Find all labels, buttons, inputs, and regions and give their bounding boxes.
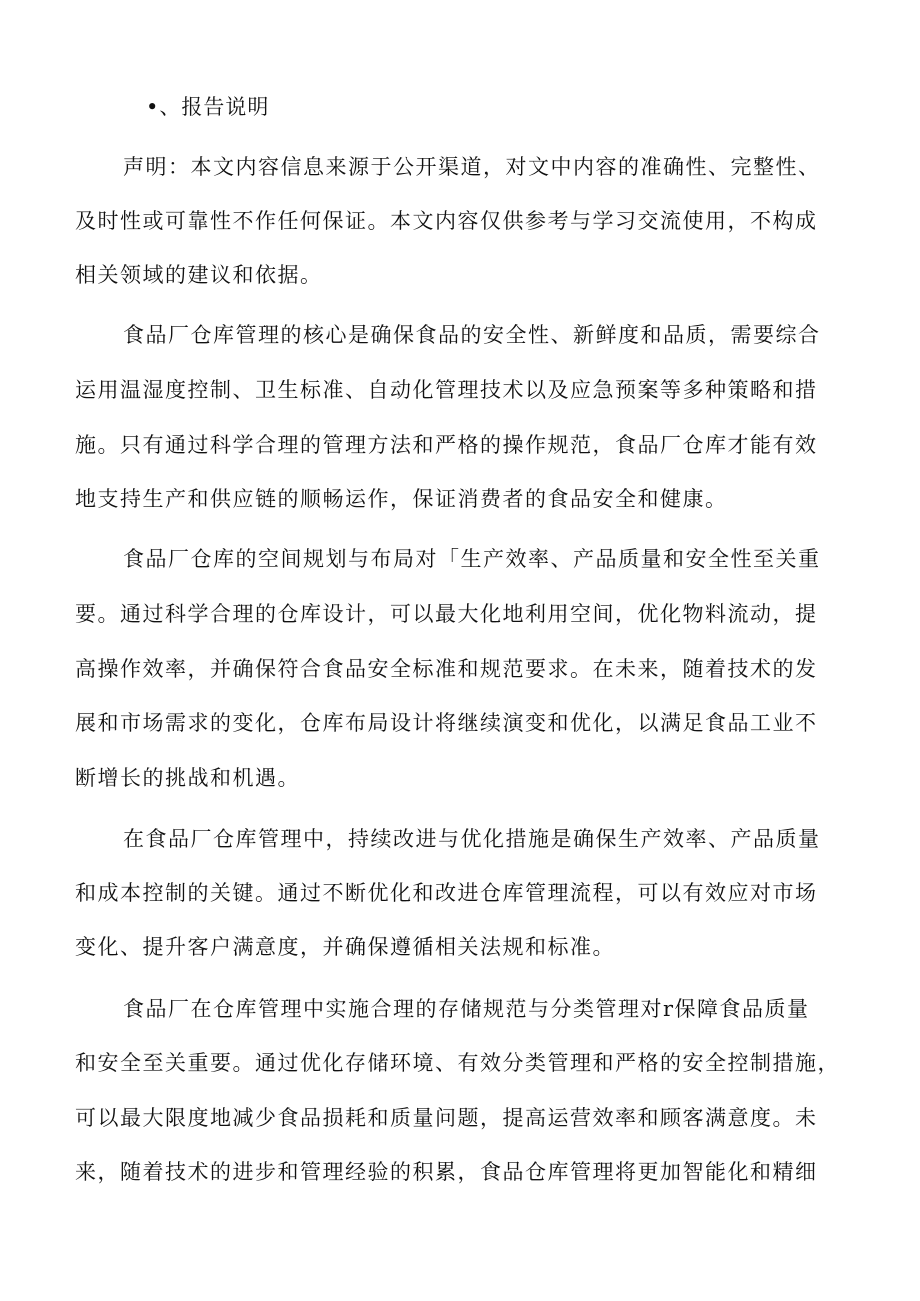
paragraph-line: 食品厂仓库管理的核心是确保食品的安全性、新鲜度和品质，需要综合 (123, 323, 821, 347)
paragraph-line: 和安全至关重要。通过优化存储环境、有效分类管理和严格的安全控制措施， (75, 1051, 840, 1075)
paragraph-line: 施。只有通过科学合理的管理方法和严格的操作规范，食品厂仓库才能有效 (75, 433, 818, 457)
section-heading: •、报告说明 (146, 95, 270, 119)
paragraph-line: 高操作效率，并确保符合食品安全标准和规范要求。在未来，随着技术的发 (75, 657, 818, 681)
paragraph-line: 要。通过科学合理的仓库设计，可以最大化地利用空间，优化物料流动，提 (75, 602, 818, 626)
paragraph-line: 运用温湿度控制、卫生标准、自动化管理技术以及应急预案等多种策略和措 (75, 378, 818, 402)
paragraph-line: 食品厂在仓库管理中实施合理的存储规范与分类管理对r保障食品质量 (123, 997, 810, 1021)
paragraph-line: 声明：本文内容信息来源于公开渠道，对文中内容的准确性、完整性、 (123, 155, 821, 179)
paragraph-line: 断增长的挑战和机遇。 (75, 766, 300, 790)
paragraph-line: 可以最大限度地减少食品损耗和质量问题，提高运营效率和顾客满意度。未 (75, 1106, 818, 1130)
paragraph-line: 及时性或可靠性不作任何保证。本文内容仅供参考与学习交流使用，不构成 (75, 209, 818, 233)
paragraph-line: 和成本控制的关键。通过不断优化和改进仓库管理流程，可以有效应对市场 (75, 881, 818, 905)
paragraph-line: 食品厂仓库的空间规划与布局对「生产效率、产品质量和安全性至关重 (123, 547, 821, 571)
paragraph-line: 展和市场需求的变化，仓库布局设计将继续演变和优化，以满足食品工业不 (75, 711, 818, 735)
paragraph-line: 变化、提升客户满意度，并确保遵循相关法规和标准。 (75, 935, 615, 959)
paragraph-line: 来，随着技术的进步和管理经验的积累，食品仓库管理将更加智能化和精细 (75, 1160, 818, 1184)
paragraph-line: 地支持生产和供应链的顺畅运作，保证消费者的食品安全和健康。 (75, 487, 728, 511)
paragraph-line: 相关领域的建议和依据。 (75, 263, 323, 287)
paragraph-line: 在食品厂仓库管理中，持续改进与优化措施是确保生产效率、产品质量 (123, 827, 821, 851)
